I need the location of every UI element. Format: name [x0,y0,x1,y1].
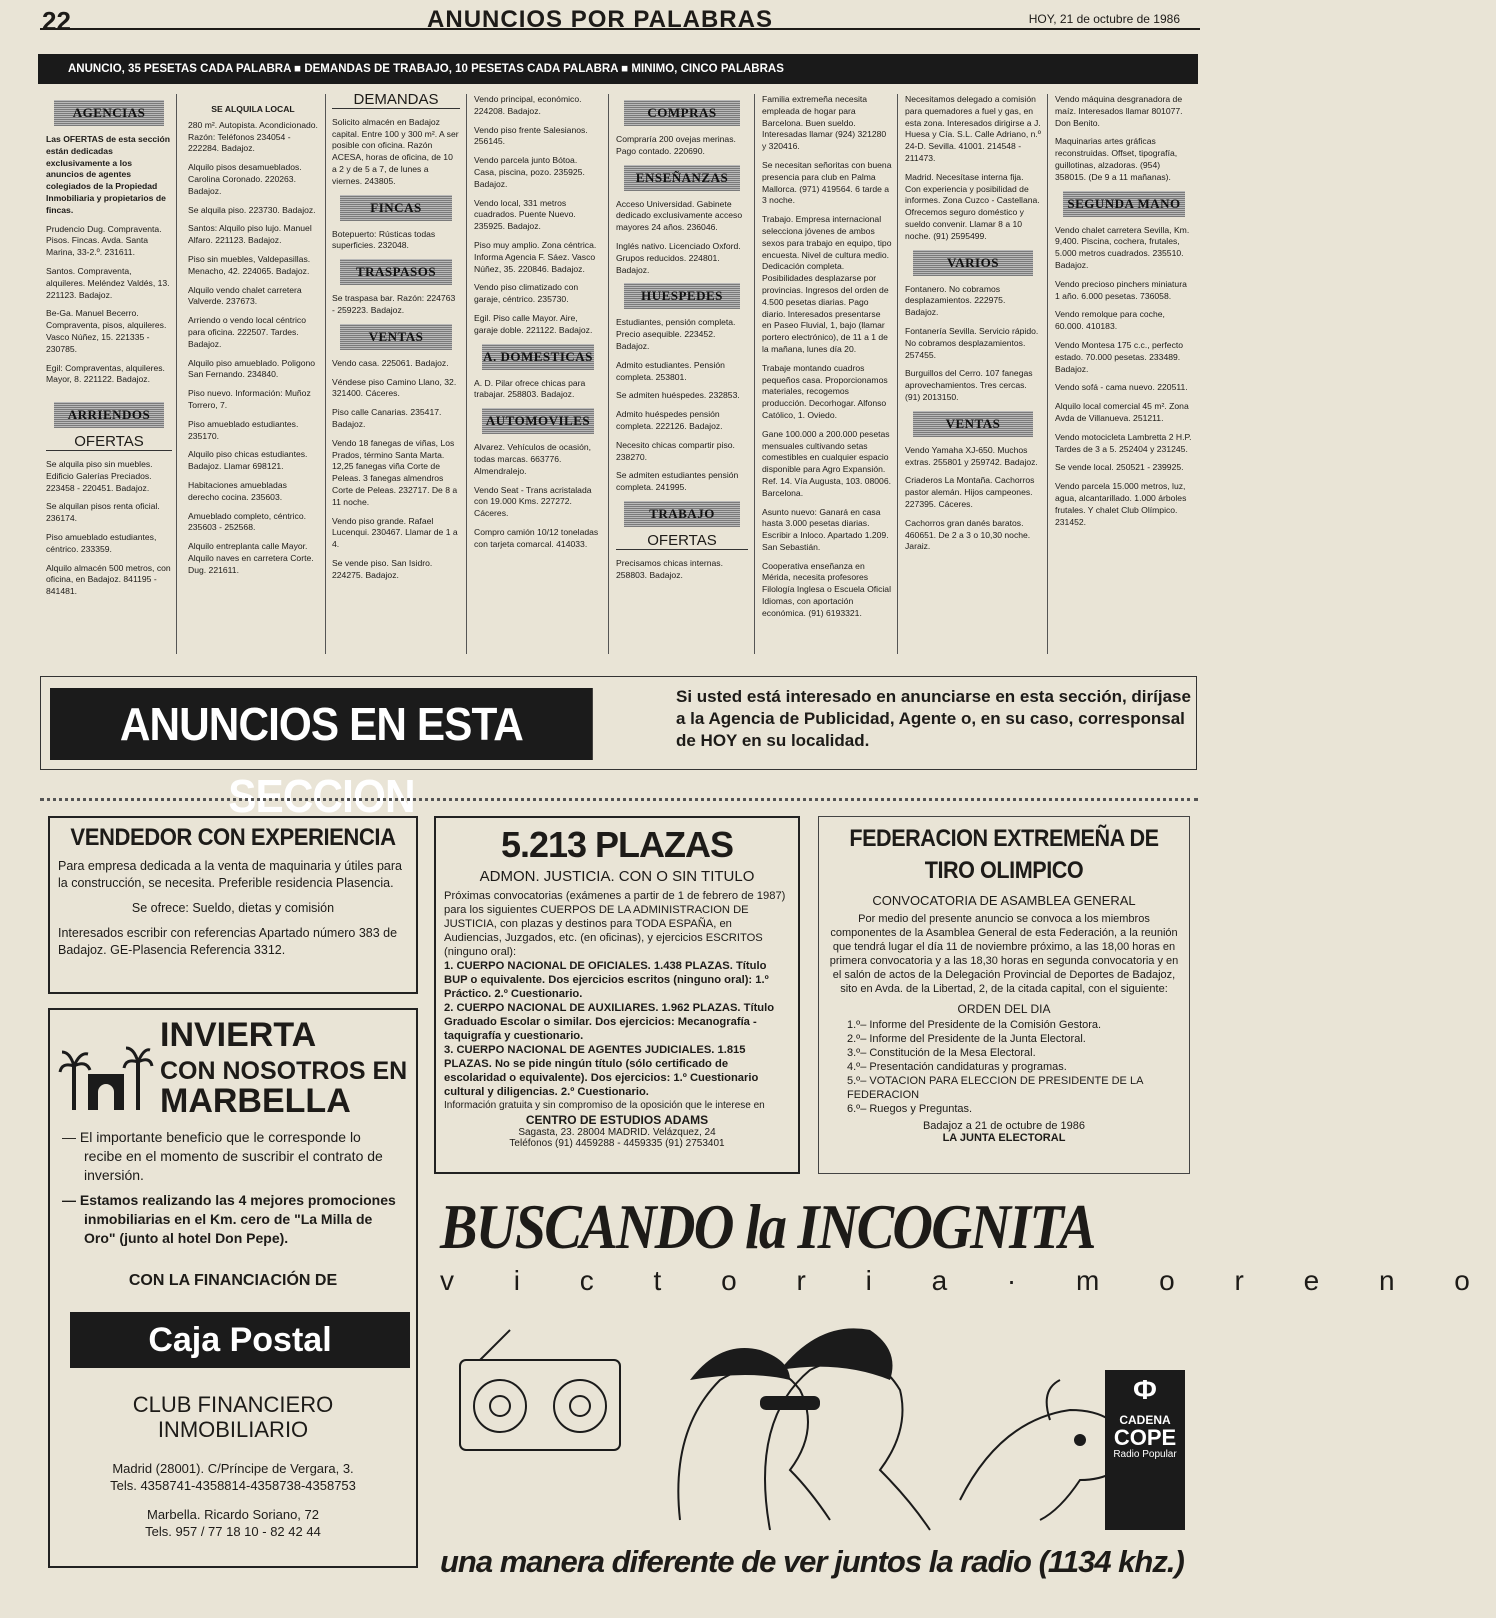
classified-ad: Vendo principal, económico. 224208. Badajoz. [474,94,582,116]
section-header-trabajo: TRABAJO [624,501,740,527]
classified-ad: Alvarez. Vehículos de ocasión, todas marcas. 663776. Almendralejo. [474,442,592,476]
plazas-ad [434,816,800,1174]
section-header-huespedes: HUESPEDES [624,283,740,309]
classified-ad: Madrid. Necesítase interna fija. Con experiencia y posibilidad de informes. Zona Cuzco - Castellana. Ofrecemos seguro doméstico y sueldo convenir. Llamar 8 a 10 noche. (91) 2595499. [905,171,1040,241]
column-rule [754,94,755,654]
section-header-ventas: VENTAS [340,324,452,350]
cope-logo-3: Radio Popular [1113,1449,1177,1460]
classified-ad: Admito estudiantes. Pensión completa. 253801. [616,359,725,382]
classified-ad: Se alquila piso sin muebles. Edificio Galerías Preciados. 223458 - 220451. Badajoz. [46,458,153,493]
classified-ad: Vendo parcela junto Bótoa. Casa, piscina, pozo. 235925. Badajoz. [474,155,585,189]
classified-ad: Alquilo piso chicas estudiantes. Badajoz. Llamar 698121. [188,449,308,472]
classified-ad: Trabajo. Empresa internacional selecciona jóvenes de ambos sexos para trabajo en equipo, tipo encuesta. Nivel de cultura medio. Dedicación completa. Posibilidades desplazarse por provincias. Ingresos del orden de 4.500 pesetas diarias. Pago diario. Interesados presentarse en Paseo Fluvial, 1, bajo (llamar portero electrónico), de 11 a 1 de la mañana, lunes día 20. [762,214,892,354]
marbella-address: Marbella. Ricardo Soriano, 72 [147,1507,319,1522]
section-header-domesticas: A. DOMESTICAS [482,344,594,370]
classified-ad: Vendo local, 331 metros cuadrados. Puente Nuevo. 235925. Badajoz. [474,197,576,232]
plazas-title: 5.213 PLAZAS [500,824,734,865]
classified-ad: Vendo sofá - cama nuevo. 220511. [1055,382,1188,393]
classified-ad: Vendo piso frente Salesianos. 256145. [474,124,588,147]
classified-ad: Vendo piso grande. Rafael Lucenqui. 230467. Llamar de 1 a 4. [332,515,458,550]
classified-ad: Be-Ga. Manuel Becerro. Compraventa, pisos, alquileres. Vasco Núñez, 15. 221335 - 230785. [46,308,167,354]
marbella-title-2: CON NOSOTROS EN [160,1057,408,1085]
plazas-item-1: 1. CUERPO NACIONAL DE OFICIALES. 1.438 PLAZAS. Título BUP o equivalente. Dos ejercicios escritos (ninguno oral): 1.º Práctico. 2.º Cuestionario. [444,960,769,1000]
column-2 [188,94,318,584]
classified-ad: Egil: Compraventas, alquileres. Mayor, 8. 221122. Badajoz. [46,362,165,385]
victoria-moreno: v i c t o r i a · m o r e n o [440,1265,1496,1296]
plazas-phones: Teléfonos (91) 4459288 - 4459335 (91) 2753401 [509,1138,725,1149]
marbella-bullet-1-text: El importante beneficio que le corresponde lo recibe en el momento de suscribir el contrato de inversión. [79,1129,383,1183]
column-5 [616,94,748,588]
classified-ad: Piso amueblado estudiantes, céntrico. 233359. [46,531,157,554]
federacion-body: Por medio del presente anuncio se convoca a los miembros componentes de la Asamblea General de esta Federación, a la reunión que tendrá lugar el día 11 de noviembre próximo, a las 18,00 horas en primera convocatoria y a las 18,30 horas en segunda convocatoria y en el salón de actos de la Delegación Provincial de Deportes de Badajoz, sito en Avda. de la Libertad, 2, de la citada capital, con el siguiente: [829,913,1179,995]
dotted-separator [40,798,1198,801]
section-header-traspasos: TRASPASOS [340,259,452,285]
section-header-ventas: VENTAS [913,411,1033,437]
demandas-subhead: DEMANDAS [332,94,460,109]
classified-ad: Se admiten estudiantes pensión completa. 241995. [616,470,739,493]
se-alquila-local-heading: SE ALQUILA LOCAL [211,104,295,114]
marbella-bullets [62,1128,402,1248]
classified-ad: Cachorros gran danés baratos. 460651. De 2 a 3 o 10,30 noche. Jaraiz. [905,517,1031,552]
issue-date: HOY, 21 de octubre de 1986 [1028,12,1180,26]
column-rule [897,94,898,654]
rates-strip: ANUNCIO, 35 PESETAS CADA PALABRA ■ DEMANDAS DE TRABAJO, 10 PESETAS CADA PALABRA ■ MINIMO, CINCO PALABRAS [38,54,1198,84]
classified-ad: Vendo motocicleta Lambretta 2 H.P. Tardes de 3 a 5. 252404 y 231245. [1055,431,1192,454]
column-rule [325,94,326,654]
marbella-bullet-2: — Estamos realizando las 4 mejores promociones inmobiliarias en el Km. cero de "La Milla de Oro" (junto al hotel Don Pepe). [62,1192,396,1246]
classified-ad: Criaderos La Montaña. Cachorros pastor alemán. Hijos campeones. 227395. Cáceres. [905,475,1035,509]
classified-ad: Véndese piso Camino Llano, 32. 321400. Cáceres. [332,376,457,399]
classified-ad: Trabaje montando cuadros pequeños casa. Proporcionamos materiales, recogemos producción. Decorhogar. Alfonso Católico, 1. Oviedo. [762,362,888,420]
classified-ad: Piso nuevo. Información: Muñoz Torrero, 7. [188,388,311,410]
classified-ad: Asunto nuevo: Ganará en casa hasta 3.000 pesetas diarias. Escribir a Inloco. Apartado 1.209. San Sebastián. [762,506,889,552]
classified-ad: Acceso Universidad. Gabinete dedicado exclusivamente acceso mayores 24 años. 236046. [616,198,743,233]
classified-ad: Fontanería Sevilla. Servicio rápido. No cobramos desplazamientos. 257455. [905,325,1039,360]
column-4 [474,94,602,558]
section-header-compras: COMPRAS [624,100,740,126]
section-header-automoviles: AUTOMOVILES [482,408,594,434]
classified-ad: Vendo piso climatizado con garaje, céntrico. 235730. [474,282,579,305]
buscando-title: BUSCANDO la INCOGNITA [440,1191,1095,1262]
classified-ad: Vendo parcela 15.000 metros, luz, agua, alcantarillado. 1.000 árboles frutales. Y chalet Club Olímpico. 231452. [1055,481,1187,527]
column-6 [762,94,892,627]
section-header-arriendos: ARRIENDOS [54,402,164,428]
classified-ad: Precisamos chicas internas. 258803. Badajoz. [616,557,723,580]
classified-ad: Vendo casa. 225061. Badajoz. [332,357,449,368]
orden-item: 5.º– VOTACION PARA ELECCION DE PRESIDENTE DE LA FEDERACION [847,1075,1143,1101]
federacion-date: Badajoz a 21 de octubre de 1986 [922,1120,1086,1132]
classified-ad: Se admiten huéspedes. 232853. [616,390,740,401]
cope-logo [1105,1375,1185,1460]
orden-item: 1.º– Informe del Presidente de la Comisión Gestora. [847,1019,1102,1031]
club-line-1: CLUB FINANCIERO [132,1392,334,1417]
ofertas-subhead: OFERTAS [46,436,172,451]
classified-ad: Compro camión 10/12 toneladas con tarjeta comarcal. 414033. [474,526,599,549]
promo-box: ANUNCIOS EN ESTA SECCION [50,688,593,760]
section-header-agencias: AGENCIAS [54,100,164,126]
cope-logo-1: CADENA [1119,1413,1171,1427]
plazas-item-3: 3. CUERPO NACIONAL DE AGENTES JUDICIALES. 1.815 PLAZAS. No se pide ningún título (sólo certificado de escolaridad o equivalente). Dos ejercicios: 1.º Cuestionario cultural y diligencias. 2.º Cuestionario. [444,1044,759,1098]
club-addresses [52,1460,414,1540]
classified-ad: Burguillos del Cerro. 107 fanegas aprovechamientos. Tres cercas. (91) 2013150. [905,368,1033,402]
financiacion-label: CON LA FINANCIACIÓN DE [128,1272,338,1289]
column-rule [608,94,609,654]
section-header-ensenanzas: ENSEÑANZAS [624,165,740,191]
federacion-ad [818,816,1190,1174]
orden-del-dia: ORDEN DEL DIA [957,1002,1051,1016]
orden-item: 2.º– Informe del Presidente de la Junta Electoral. [847,1033,1086,1045]
page-number: 22 [42,6,71,36]
classified-ad: Vendo 18 fanegas de viñas, Los Prados, término Santa Marta. 12,25 fanegas viña Corte de Peleas. 3 fanegas almendros Corte de Peleas. 232717. De 8 a 11 noche. [332,437,458,507]
classified-ad: Alquilo piso amueblado. Poligono San Fernando. 234840. [188,357,316,380]
ofertas-subhead: OFERTAS [616,535,748,550]
classified-ad: Alquilo vendo chalet carretera Valverde. 237673. [188,284,302,307]
classified-ad: Santos. Compraventa, alquileres. Meléndez Valdés, 13. 221123. Badajoz. [46,265,170,300]
classified-ad: Cooperativa enseñanza en Mérida, necesita profesores Filología Inglesa o Escuela Oficial Idiomas, con aportación económica. (91) 6193321. [762,560,891,618]
classified-ad: Vendo precioso pinchers miniatura 1 año. 6.000 pesetas. 736058. [1055,278,1187,301]
classified-ad: Vendo máquina desgranadora de maíz. Interesados llamar 801077. Don Benito. [1055,94,1183,128]
section-header-fincas: FINCAS [340,195,452,221]
classified-ad: A. D. Pilar ofrece chicas para trabajar. 258803. Badajoz. [474,377,586,400]
section-title: ANUNCIOS POR PALABRAS [427,6,773,33]
cope-tagline: una manera diferente de ver juntos la radio (1134 khz.) [440,1544,1184,1579]
column-rule [1047,94,1048,654]
section-header-segunda-mano: SEGUNDA MANO [1063,191,1185,217]
classified-ad: Necesitamos delegado a comisión para quemadores a fuel y gas, en esta zona. Interesados dirigirse a J. Huesa y Cía. S.L. Calle Adriano, n.º 24-D. Sevilla. 41001. 214548 - 211473. [905,94,1041,163]
classified-ad: Se alquilan pisos renta oficial. 236174. [46,501,160,524]
madrid-phones: Tels. 4358741-4358814-4358738-4358753 [110,1478,356,1493]
club-financiero [52,1392,414,1442]
classified-ad: 280 m². Autopista. Acondicionado. Razón: Teléfonos 234054 - 222284. Badajoz. [188,119,318,154]
plazas-item-2: 2. CUERPO NACIONAL DE AUXILIARES. 1.962 PLAZAS. Título Graduado Escolar o similar. Dos ejercicios: Mecanografía - taquigrafía y cuestionario. [444,1002,775,1042]
column-7 [905,94,1041,560]
vendedor-ad [48,816,418,994]
palm-arch-icon [60,1044,152,1114]
classified-ad: Habitaciones amuebladas derecho cocina. 235603. [188,479,287,502]
section-header-varios: VARIOS [913,250,1033,276]
classified-ad: Vendo Yamaha XJ-650. Muchos extras. 255801 y 259742. Badajoz. [905,444,1038,467]
marbella-bullet-2-text: Estamos realizando las 4 mejores promociones inmobiliarias en el Km. cero de "La Milla de Oro" (junto al hotel Don Pepe). [79,1192,396,1246]
classified-ad: Piso calle Canarias. 235417. Badajoz. [332,407,442,429]
classified-ad: Se vende piso. San Isidro. 224275. Badajoz. [332,557,433,580]
classified-ad: Se traspasa bar. Razón: 224763 - 259223. Badajoz. [332,293,456,315]
classified-ad: Necesito chicas compartir piso. 238270. [616,439,735,462]
caja-postal-logo [70,1312,410,1368]
classified-ad: Alquilo pisos desamueblados. Carolina Coronado. 220263. Badajoz. [188,162,302,196]
classified-ad: Vendo chalet carretera Sevilla, Km. 9,400. Piscina, cochera, frutales, 5.000 metros cuadrados. 235510. Badajoz. [1055,224,1190,270]
classified-ad: Se necesitan señoritas con buena presencia para club en Palma Mallorca. (971) 419564. 6 tarde a 3 noche. [762,159,892,206]
caja-postal-text: Caja Postal [148,1321,332,1359]
vendedor-p1: Para empresa dedicada a la venta de maquinaria y útiles para la construcción, se necesita. Preferible residencia Plasencia. [58,859,402,890]
federacion-subtitle: CONVOCATORIA DE ASAMBLEA GENERAL [872,893,1136,908]
classified-ad: Se vende local. 250521 - 239925. [1055,462,1184,473]
classified-ad: Alquilo local comercial 45 m². Zona Avda de Villanueva. 251211. [1055,401,1189,423]
marbella-bullet-1: — El importante beneficio que le corresponde lo recibe en el momento de suscribir el contrato de inversión. [62,1129,383,1183]
marbella-title-1: INVIERTA [160,1016,317,1054]
federacion-title-1: FEDERACION EXTREMEÑA DE [849,825,1159,852]
classified-ad: Fontanero. No cobramos desplazamientos. 222975. Badajoz. [905,283,1006,318]
classified-ad: Vendo Seat - Trans acristalada con 19.000 Kms. 227272. Cáceres. [474,484,592,519]
plazas-subtitle: ADMON. JUSTICIA. CON O SIN TITULO [479,868,755,885]
classified-ad: Arriendo o vendo local céntrico para oficina. 222507. Tardes. Badajoz. [188,315,306,349]
orden-item: 4.º– Presentación candidaturas y programas. [847,1061,1067,1073]
classified-ad: Prudencio Dug. Compraventa. Pisos. Fincas. Avda. Santa Marina, 33-2.º. 231611. [46,223,162,258]
vendedor-p2: Se ofrece: Sueldo, dietas y comisión [131,901,335,915]
classified-ad: Maquinarias artes gráficas reconstruidas. Offset, tipografía, guillotinas, alzadoras. (954) 358015. (De 9 a 11 mañanas). [1055,136,1178,182]
classified-ad: Piso amueblado estudiantes. 235170. [188,418,299,441]
header-rule [40,28,1200,30]
club-line-2: INMOBILIARIO [157,1417,309,1442]
marbella-title-3: MARBELLA [160,1082,351,1120]
column-rule [176,94,177,654]
classified-ad: Piso sin muebles, Valdepasillas. Menacho, 42. 224065. Badajoz. [188,253,311,276]
classified-ad: Amueblado completo, céntrico. 235603 - 252568. [188,510,306,533]
vendedor-title: VENDEDOR CON EXPERIENCIA [70,824,396,851]
column-1 [46,94,172,605]
classified-ad: Solicito almacén en Badajoz capital. Entre 100 y 300 m². A ser posible con oficina. Razón ACESA, horas de oficina, de 10 a 2 y de 5 a 7, de lunes a viernes. 243805. [332,116,459,186]
classified-ad: Familia extremeña necesita empleada de hogar para Barcelona. Buen sueldo. Interesadas llamar (924) 321280 y 320416. [762,94,887,152]
classified-ad: Botepuerto: Rústicas todas superficies. 232048. [332,228,436,251]
federacion-signature: LA JUNTA ELECTORAL [942,1132,1066,1144]
cope-illustration [440,1300,1195,1536]
cope-logo-2: COPE [1113,1425,1177,1450]
vendedor-body [50,852,416,965]
orden-item: 6.º– Ruegos y Preguntas. [847,1103,973,1115]
column-rule [466,94,467,654]
orden-items [829,1018,1179,1116]
promo-text: Si usted está interesado en anunciarse en esta sección, diríjase a la Agencia de Publicidad, Agente o, en su caso, corresponsal de HOY en su localidad. [676,687,1191,750]
classified-ad: Alquilo entreplanta calle Mayor. Alquilo naves en carretera Corte. Dug. 221611. [188,541,314,575]
federacion-title-2: TIRO OLIMPICO [924,857,1084,884]
agencias-intro: Las OFERTAS de esta sección están dedicadas exclusivamente a los anuncios de agentes colegiados de la Propiedad Inmobiliaria y propietarios de fincas. [46,134,171,215]
marbella-phones: Tels. 957 / 77 18 10 - 82 42 44 [145,1524,321,1539]
plazas-info: Información gratuita y sin compromiso de la oposición que le interese en [444,1100,765,1111]
classified-ad: Alquilo almacén 500 metros, con oficina, en Badajoz. 841195 - 841481. [46,562,171,597]
classified-ad: Vendo remolque para coche, 60.000. 410183. [1055,309,1165,332]
vendedor-p3: Interesados escribir con referencias Apartado número 383 de Badajoz. GE-Plasencia Referencia 3312. [58,926,398,957]
classified-ad: Piso muy amplio. Zona céntrica. Informa Agencia F. Sáez. Vasco Núñez, 35. 220846. Badajoz. [474,239,597,274]
classified-ad: Estudiantes, pensión completa. Precio asequible. 223452. Badajoz. [616,317,736,351]
classified-ad: Se alquila piso. 223730. Badajoz. [188,204,316,215]
classified-ad: Gane 100.000 a 200.000 pesetas mensuales cultivando setas comestibles en cualquier espacio disponible para Agro Expansión. Ref. 14. Vía Augusta, 103. 08006. Barcelona. [762,428,892,498]
classified-ad: Santos: Alquilo piso lujo. Manuel Alfaro. 221123. Badajoz. [188,223,312,246]
classified-ad: Egil. Piso calle Mayor. Aire, garaje doble. 221122. Badajoz. [474,312,593,335]
column-8 [1055,94,1193,535]
cope-mark-icon: Ф [1133,1374,1157,1405]
column-3 [332,91,460,589]
classified-ad: Inglés nativo. Licenciado Oxford. Grupos reducidos. 224801. Badajoz. [616,240,741,275]
plazas-intro: Próximas convocatorias (exámenes a partir de 1 de febrero de 1987) para los siguientes CUERPOS DE LA ADMINISTRACION DE JUSTICIA, con plazas y destinos para TODA ESPAÑA, en Audiencias, Juzgados, etc. (en oficinas), y ejercicios ESCRITOS (ninguno oral): [444,890,786,958]
classified-ad: Admito huéspedes pensión completa. 222126. Badajoz. [616,409,723,431]
plazas-centro: CENTRO DE ESTUDIOS ADAMS [525,1113,709,1127]
plazas-address: Sagasta, 23. 28004 MADRID. Velázquez, 24 [518,1127,716,1138]
classified-ad: Vendo Montesa 175 c.c., perfecto estado. 70.000 pesetas. 233489. Badajoz. [1055,339,1184,374]
orden-item: 3.º– Constitución de la Mesa Electoral. [847,1047,1036,1059]
classified-ad: Compraría 200 ovejas merinas. Pago contado. 220690. [616,134,736,156]
madrid-address: Madrid (28001). C/Príncipe de Vergara, 3. [112,1461,354,1476]
